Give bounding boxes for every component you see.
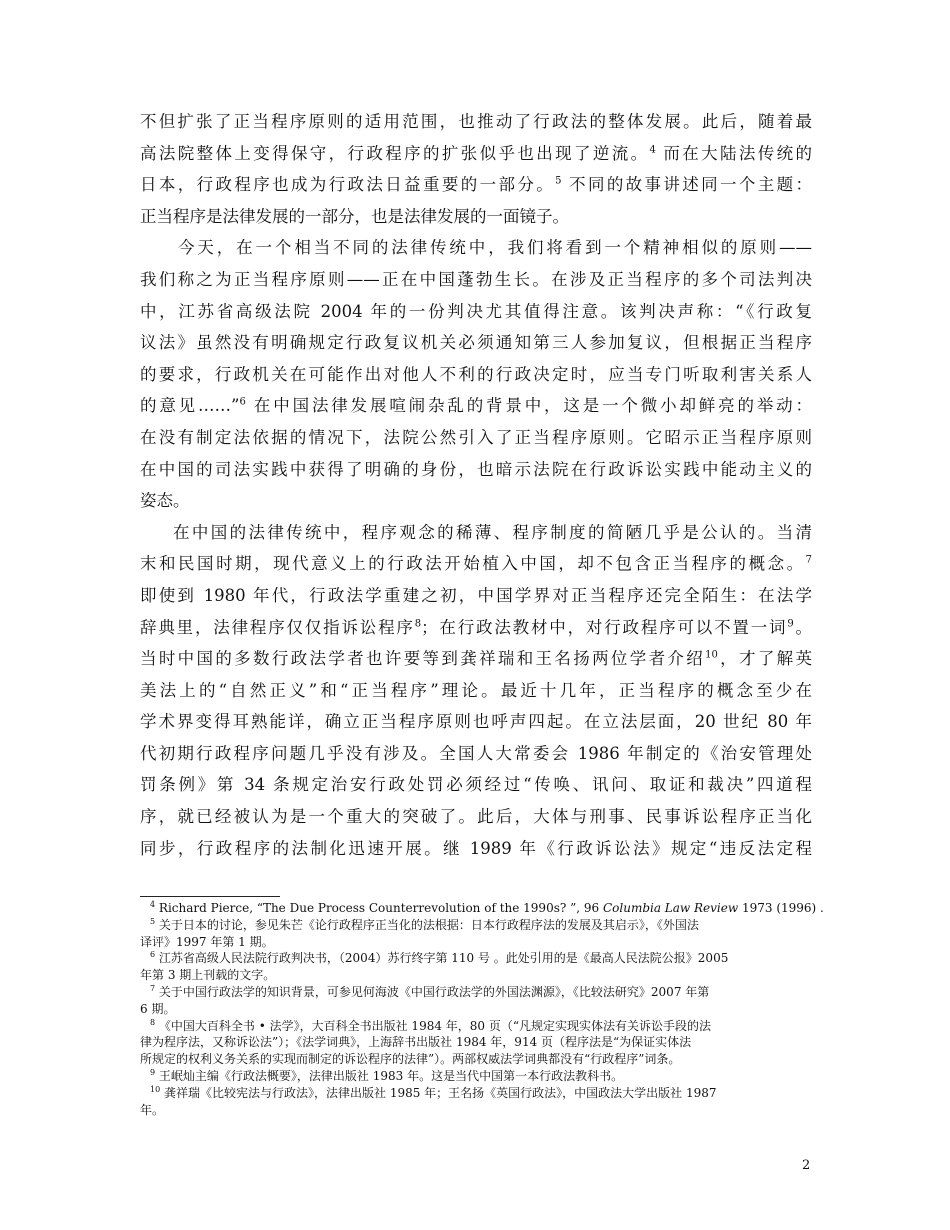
body-line-text: 在中国的法律传统中，程序观念的稀薄、程序制度的简陋几乎是公认的。当清	[173, 522, 812, 542]
footnote-number: 4	[150, 900, 156, 909]
footnote-line	[140, 934, 812, 951]
footnote-text: 年。	[140, 1102, 165, 1117]
body-line-text: 中，江苏省高级法院 2004 年的一份判决尤其值得注意。该判决声称：“《行政复	[140, 301, 812, 321]
footnotes	[140, 900, 824, 1118]
footnote-text: 译评》1997 年第 1 期。	[140, 934, 274, 949]
footnote-ref: 7	[805, 554, 812, 566]
body-line	[140, 485, 812, 517]
footnote-ref: 10	[705, 649, 718, 661]
body-line-text: 而在大陆法传统的	[655, 143, 813, 163]
body-line-text: 同步，行政程序的法制化迅速开展。继 1989 年《行政诉讼法》规定“违反法定程	[140, 838, 812, 858]
body-line-text: 美法上的“自然正义”和“正当程序”理论。最近十几年，正当程序的概念至少在	[140, 680, 812, 700]
page-number: 2	[802, 1158, 811, 1173]
body-line-text: 代初期行政程序问题几乎没有涉及。全国人大常委会 1986 年制定的《治安管理处	[140, 743, 812, 763]
body-line	[140, 327, 812, 359]
footnote-ref: 6	[239, 396, 246, 408]
footnote-number: 6	[150, 950, 156, 960]
body-line-text: 辞典里，法律程序仅仅指诉讼程序	[140, 617, 415, 637]
body-line-text: 不但扩张了正当程序原则的适用范围，也推动了行政法的整体发展。此后，随着最	[140, 112, 812, 131]
footnote-line	[140, 984, 812, 1001]
body-text	[140, 106, 812, 864]
footnote-line	[140, 1085, 812, 1102]
footnote-number: 5	[150, 916, 156, 926]
body-line	[140, 138, 812, 170]
body-line-text: 。	[793, 617, 812, 637]
body-line-text: 末和民国时期，现代意义上的行政法开始植入中国，却不包含正当程序的概念。	[140, 554, 806, 574]
footnote-ref: 9	[787, 618, 794, 629]
footnote-text: 所规定的权利义务关系的实现而制定的诉讼程序的法律”）。两部权威法学词典都没有“行政程序”词条。	[140, 1052, 681, 1067]
footnote-line	[140, 1051, 812, 1068]
body-line-text: 议法》虽然没有明确规定行政复议机关必须通知第三人参加复议，但根据正当程序	[140, 333, 812, 353]
body-line	[140, 833, 812, 865]
body-line-text: 在中国法律发展喧闹杂乱的背景中，这是一个微小却鲜亮的举动：	[245, 396, 813, 416]
footnote-number: 7	[150, 983, 156, 993]
body-line	[140, 548, 812, 580]
footnote-line	[140, 1018, 812, 1035]
body-line	[140, 643, 812, 675]
body-line-text: 姿态。	[140, 491, 190, 511]
body-line	[140, 580, 812, 612]
body-line	[140, 769, 812, 801]
body-line	[140, 296, 812, 328]
footnote	[140, 1068, 812, 1085]
body-line-text: 不同的故事讲述同一个主题：	[561, 175, 812, 195]
footnote-text: 6 期。	[140, 1001, 176, 1016]
body-line	[140, 106, 812, 138]
footnote	[140, 917, 812, 951]
body-line-text: 的要求，行政机关在可能作出对他人不利的行政决定时，应当专门听取利害关系人	[140, 364, 812, 384]
body-line-text: ；在行政法教材中，对行政程序可以不置一词	[421, 617, 788, 637]
body-line-text: 在没有制定法依据的情况下，法院公然引入了正当程序原则。它昭示正当程序原则	[140, 427, 812, 447]
footnote-line	[140, 1068, 812, 1085]
footnote-ref: 4	[649, 144, 656, 156]
footnote	[140, 950, 812, 984]
footnote-line	[140, 1102, 812, 1119]
footnote	[140, 984, 812, 1018]
footnote-journal-title: Columbia Law Review	[602, 901, 739, 915]
body-line-text: 正当程序是法律发展的一部分，也是法律发展的一面镜子。	[140, 206, 569, 226]
body-line-text: 在中国的司法实践中获得了明确的身份，也暗示法院在行政诉讼实践中能动主义的	[140, 459, 812, 479]
body-line	[140, 612, 812, 644]
body-line-text: 当时中国的多数行政法学者也许要等到龚祥瑞和王名扬两位学者介绍	[140, 649, 706, 669]
body-line-text: 高法院整体上变得保守，行政程序的扩张似乎也出现了逆流。	[140, 143, 650, 163]
footnote	[140, 900, 824, 917]
body-line	[140, 232, 812, 264]
footnote-line	[140, 917, 812, 934]
body-line-text: 即使到 1980 年代，行政法学重建之初，中国学界对正当程序还完全陌生：在法学	[140, 585, 812, 605]
body-line	[140, 454, 812, 486]
footnote-text: 王岷灿主编《行政法概要》，法律出版社 1983 年。这是当代中国第一本行政法教科书。	[155, 1068, 624, 1083]
footnote-number: 10	[150, 1084, 161, 1094]
footnote-line	[140, 1034, 812, 1051]
footnote-text: 《中国大百科全书 • 法学》，大百科全书出版社 1984 年，80 页（“凡规定实现实体法有关诉讼手段的法	[155, 1018, 712, 1033]
footnote-text: 年第 3 期上刊载的文字。	[140, 968, 276, 983]
body-line-text: 罚条例》第 34 条规定治安行政处罚必须经过“传唤、讯问、取证和裁决”四道程	[140, 775, 812, 795]
body-line	[140, 801, 812, 833]
footnote-line	[140, 967, 812, 984]
body-line	[140, 201, 812, 233]
body-line	[140, 675, 812, 707]
footnote-separator	[140, 896, 280, 897]
body-line	[140, 422, 812, 454]
body-line	[140, 390, 812, 422]
footnote-ref: 8	[414, 618, 422, 629]
footnote	[140, 1085, 812, 1119]
body-line-text: 我们称之为正当程序原则——正在中国蓬勃生长。在涉及正当程序的多个司法判决	[140, 269, 812, 289]
footnote-text: 龚祥瑞《比较宪法与行政法》，法律出版社 1985 年；王名扬《英国行政法》，中国政法大学出版社 1987	[160, 1085, 717, 1100]
footnote	[140, 1018, 812, 1068]
body-line-text: 序，就已经被认为是一个重大的突破了。此后，大体与刑事、民事诉讼程序正当化	[140, 807, 812, 827]
footnote-text: 关于日本的讨论，参见朱芒《论行政程序正当化的法根据：日本行政程序法的发展及其启示》，《外国法	[155, 917, 699, 932]
footnote-text: 关于中国行政法学的知识背景，可参见何海波《中国行政法学的外国法渊源》，《比较法研究》2007 年第	[155, 984, 710, 999]
body-line	[140, 517, 812, 549]
footnote-text: 1973 (1996) .	[738, 901, 824, 915]
footnote-number: 8	[150, 1017, 156, 1027]
body-line-text: 的意见……”	[140, 396, 240, 416]
footnote-text: 律为程序法，又称诉讼法”）；《法学词典》，上海辞书出版社 1984 年，914 页（程序法是“为保证实体法	[140, 1035, 692, 1050]
body-line	[140, 359, 812, 391]
footnote-line	[140, 950, 812, 967]
body-line-text: ，才了解英	[717, 649, 813, 669]
body-line-text: 日本，行政程序也成为行政法日益重要的一部分。	[140, 175, 556, 195]
body-line-text: 学术界变得耳熟能详，确立正当程序原则也呼声四起。在立法层面，20 世纪 80 年	[140, 712, 812, 732]
body-line-text: 今天，在一个相当不同的法律传统中，我们将看到一个精神相似的原则——	[178, 238, 812, 258]
body-line	[140, 706, 812, 738]
footnote-line	[140, 1001, 812, 1018]
body-line	[140, 264, 812, 296]
body-line	[140, 169, 812, 201]
body-line	[140, 738, 812, 770]
footnote-text: 江苏省高级人民法院行政判决书，（2004）苏行终字第 110 号 。此处引用的是《最高人民法院公报》2005	[155, 951, 729, 966]
footnote-number: 9	[150, 1067, 156, 1077]
footnote-line	[140, 900, 824, 917]
footnote-ref: 5	[555, 175, 562, 187]
footnote-text: Richard Pierce, “The Due Process Counterrevolution of the 1990s? ”, 96	[155, 901, 603, 915]
